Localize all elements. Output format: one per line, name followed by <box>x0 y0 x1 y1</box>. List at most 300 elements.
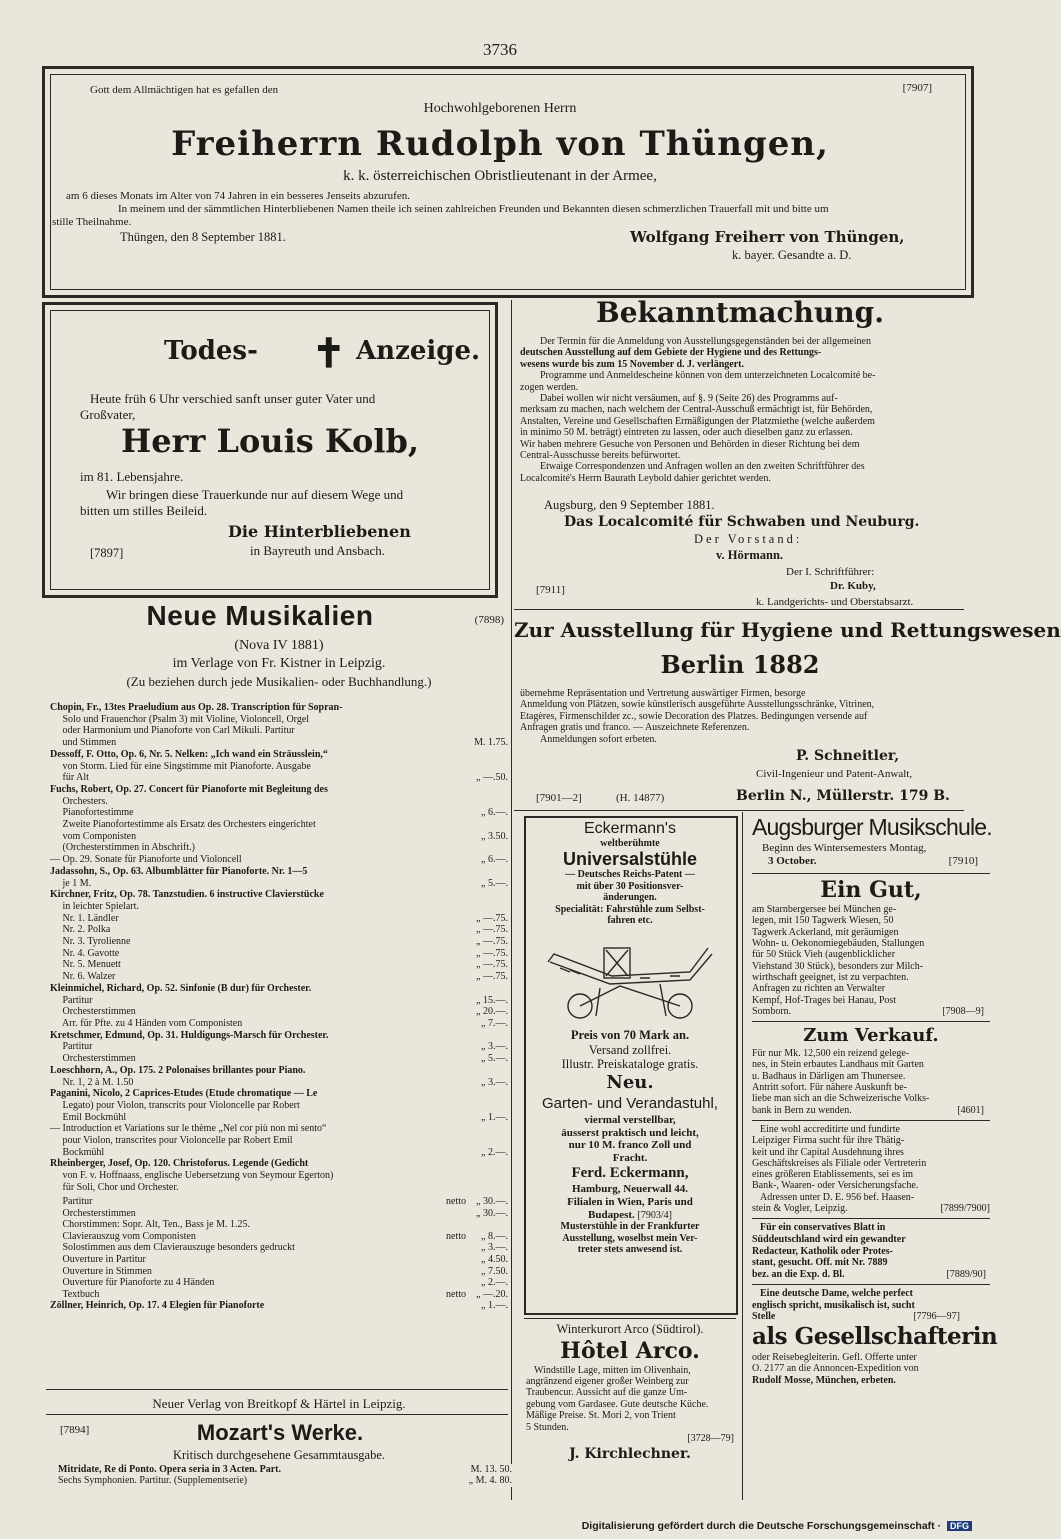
gut-line: am Starnbergersee bei München ge- <box>752 904 897 916</box>
row-text: Orchesterstimmen <box>50 1006 136 1018</box>
blatt-line: stant, gesucht. Off. mit Nr. 7889 <box>752 1257 888 1269</box>
bekannt-line: deutschen Ausstellung auf dem Gebiete der Hygiene und des Rettungs- <box>520 347 822 359</box>
bekannt-schrift: Der I. Schriftführer: <box>786 566 875 578</box>
price-list-row <box>50 948 508 960</box>
row-price: „ 30.—. <box>473 1208 508 1220</box>
notice-rank: k. k. österreichischen Obristlieutenant in der Armee, <box>343 168 657 184</box>
price-list-row <box>50 1219 508 1231</box>
price-list-row <box>50 901 508 913</box>
dame-stelle-row <box>752 1311 990 1322</box>
price-list-row <box>50 1196 508 1208</box>
price-list-row <box>50 749 508 761</box>
gut-line: Kempf, Hof-Trages bei Hanau, Post <box>752 994 897 1006</box>
eckermann-ad <box>526 820 734 1255</box>
augsburger-title: Augsburger Musikschule. <box>752 814 992 840</box>
leipziger-body <box>752 1124 990 1214</box>
bekannt-line: merksam zu machen, nach welchem der Central-Ausschuß ermächtigt ist, für Behörden, <box>520 404 873 416</box>
price-list-row <box>50 1300 508 1312</box>
eckermann-hamburg: Hamburg, Neuerwall 44. <box>571 1183 689 1196</box>
price-list-row <box>50 1088 508 1100</box>
verkauf-title: Zum Verkauf. <box>803 1025 939 1047</box>
divider <box>752 1116 990 1121</box>
bekannt-schrift-name: Dr. Kuby, <box>830 580 876 592</box>
ausstellung-line: übernehme Repräsentation und Vertretung auswärtiger Firmen, besorge <box>520 688 806 699</box>
dame-line: englisch spricht, musikalisch ist, sucht <box>752 1299 915 1311</box>
row-price: „ 20.—. <box>473 1006 508 1018</box>
row-text: — Introduction et Variations sur le thème „Nel cor più non mi sento“ <box>50 1123 327 1135</box>
right-column <box>752 812 998 1386</box>
todes-text2: Großvater, <box>80 407 136 422</box>
price-list-row <box>50 1170 508 1182</box>
eckermann-ref: [7903/4] <box>637 1209 672 1221</box>
todes-heading-left: Todes- <box>164 336 258 366</box>
blatt-ref: [7889/90] <box>946 1268 986 1280</box>
row-text: oder Harmonium und Pianoforte von Carl Mikuli. Partitur <box>50 725 295 737</box>
row-text: Nr. 4. Gavotte <box>50 947 120 959</box>
price-list-row <box>50 725 508 737</box>
eckermann-versand: Versand zollfrei. <box>588 1042 672 1057</box>
price-list-row <box>58 1475 512 1486</box>
row-text: Solostimmen aus dem Clavierauszuge besonders gedruckt <box>50 1242 295 1254</box>
price-list-row <box>50 1041 508 1053</box>
gut-last-row <box>752 1006 990 1017</box>
bekannt-line: in minimo 50 M. beträgt) eintreten zu lassen, oder auch dieselben ganz zu erlassen. <box>520 427 853 439</box>
leipziger-line: Bank-, Waaren- oder Versicherungsfache. <box>752 1180 919 1192</box>
verkauf-ref: [4601] <box>957 1104 984 1116</box>
row-text: Sechs Symphonien. Partitur. (Supplementserie) <box>58 1475 248 1487</box>
notice-ref: [7907] <box>902 82 932 94</box>
row-price: M. 13. 50. <box>468 1464 512 1475</box>
mozart-sub: Kritisch durchgesehene Gesammtausgabe. <box>172 1448 386 1462</box>
price-list-row <box>50 1135 508 1147</box>
divider <box>46 1414 508 1415</box>
ausstellung-line: Anfragen gratis und franco. — Auszeichnete Referenzen. <box>520 722 750 734</box>
dame-big: als Gesellschafterin <box>752 1323 998 1351</box>
breitkopf-line: Neuer Verlag von Breitkopf & Härtel in Leipzig. <box>152 1396 406 1411</box>
row-netto: netto <box>443 1289 466 1301</box>
row-text: (Orchesterstimmen in Abschrift.) <box>50 842 195 854</box>
cross-icon: ✝ <box>312 330 346 377</box>
gut-line: wirthschaft geeignet, ist zu verpachten. <box>752 971 909 983</box>
bekannt-line: Der Termin für die Anmeldung von Ausstellungsgegenständen bei der allgemeinen <box>540 336 871 347</box>
leipziger-ref: [7899/7900] <box>940 1203 990 1215</box>
row-text: Orchesters. <box>50 795 108 807</box>
eckermann-kataloge: Illustr. Preiskataloge gratis. <box>561 1057 699 1072</box>
row-price: „ 2.—. <box>478 1147 508 1159</box>
arco-line: gebung vom Gardasee. Gute deutsche Küche. <box>526 1398 709 1410</box>
row-price: „ 3.—. <box>478 1041 508 1053</box>
notice-line1: am 6 dieses Monats im Alter von 74 Jahren in ein besseres Jenseits abzurufen. <box>66 190 410 202</box>
price-list-row <box>50 807 508 819</box>
row-text: Jadassohn, S., Op. 63. Albumblätter für Pianoforte. Nr. 1—5 <box>50 865 308 877</box>
row-price: „ 6.—. <box>478 807 508 819</box>
eckermann-line3: Universalstühle <box>562 849 698 870</box>
verkauf-line: nes, in Stein erbautes Landhaus mit Garten <box>752 1059 924 1071</box>
row-price: „ 5.—. <box>478 878 508 890</box>
row-text: Arr. für Pfte. zu 4 Händen vom Componisten <box>50 1017 243 1029</box>
bekannt-line: zogen werden. <box>520 381 579 393</box>
price-list-row <box>50 842 508 854</box>
bekannt-line: Central-Ausschusse bereits befürwortet. <box>520 450 681 462</box>
price-list-row <box>50 913 508 925</box>
column-divider <box>511 300 512 1500</box>
price-list-row <box>50 1123 508 1135</box>
row-text: Mitridate, Re di Ponto. Opera seria in 3 Acten. Part. <box>58 1464 282 1475</box>
row-text: Kirchner, Fritz, Op. 78. Tanzstudien. 6 instructive Clavierstücke <box>50 889 324 901</box>
row-text: Rheinberger, Josef, Op. 120. Christoforus. Legende (Gedicht <box>50 1158 309 1170</box>
mozart-ref: [7894] <box>60 1424 90 1436</box>
verkauf-line: liebe man sich an die Schweizerische Volks- <box>752 1093 930 1105</box>
blatt-last-row <box>752 1269 990 1281</box>
divider <box>514 810 964 811</box>
chair-illustration-icon <box>540 932 720 1022</box>
price-list-row <box>50 889 508 901</box>
row-price: „ 3.—. <box>478 1242 508 1254</box>
arco-kurort: Winterkurort Arco (Südtirol). <box>556 1322 704 1336</box>
todes-text1: Heute früh 6 Uhr verschied sanft unser guter Vater und <box>90 391 376 406</box>
eckermann-nur: nur 10 M. franco Zoll und <box>568 1139 692 1152</box>
price-list-row <box>50 1065 508 1077</box>
notice-line2: In meinem und der sämmtlichen Hinterbliebenen Namen theile ich seinen zahlreichen Freunden und Bekannten diesen schmerzlichen Trauerfall mit und bitte um <box>118 203 829 215</box>
row-price: „ 15.—. <box>473 995 508 1007</box>
divider <box>514 609 964 610</box>
bekannt-committee: Das Localcomité für Schwaben und Neuburg. <box>564 514 920 530</box>
row-text: Ouverture für Pianoforte zu 4 Händen <box>50 1277 215 1289</box>
row-text: je 1 M. <box>50 877 92 889</box>
arco-line: angränzend eigener großer Weinberg zur <box>526 1375 689 1387</box>
price-list-row <box>50 936 508 948</box>
row-netto: netto <box>443 1231 466 1243</box>
blatt-line: bez. an die Exp. d. Bl. <box>752 1268 845 1280</box>
eckermann-line1: Eckermann's <box>584 820 676 837</box>
dfg-logo-icon: DFG <box>947 1521 972 1531</box>
price-list-row <box>50 772 508 784</box>
price-list-row <box>50 1208 508 1220</box>
verkauf-line: Für nur Mk. 12,500 ein reizend gelege- <box>752 1048 910 1060</box>
eckermann-muster3: treter stets anwesend ist. <box>577 1243 683 1255</box>
gut-line: legen, mit 150 Tagwerk Wiesen, 50 <box>752 915 894 927</box>
ausstellung-line: Anmeldung von Plätzen, sowie künstlerisch ausgeführte Ausstellungsschränke, Vitrinen, <box>520 699 875 711</box>
row-text: für Alt <box>50 772 89 784</box>
row-text: Orchesterstimmen <box>50 1207 136 1219</box>
row-text: Nr. 6. Walzer <box>50 971 116 983</box>
divider <box>752 1214 990 1219</box>
arco-ref: [3728—79] <box>687 1432 734 1444</box>
row-netto: netto <box>443 1196 466 1208</box>
row-price: „ 30.—. <box>473 1196 508 1208</box>
price-list-row <box>50 796 508 808</box>
price-list-row <box>50 1242 508 1254</box>
price-list-row <box>58 1464 512 1475</box>
leipziger-line: Adressen unter D. E. 956 bef. Haasen- <box>760 1191 915 1203</box>
arco-line: Traubencur. Aussicht auf die ganze Um- <box>526 1387 688 1399</box>
blatt-line: Für ein conservatives Blatt in <box>760 1222 886 1234</box>
bekannt-line: Programme und Anmeldescheine können von dem unterzeichneten Localcomité be- <box>540 370 876 382</box>
row-price: „ —.75. <box>473 913 508 925</box>
ausstellung-signer-title: Civil-Ingenieur und Patent-Anwalt, <box>756 768 913 780</box>
price-list-row <box>50 1231 508 1243</box>
price-list-row <box>50 714 508 726</box>
ausstellung-title2: Berlin 1882 <box>660 650 820 679</box>
eckermann-name: Ferd. Eckermann, <box>571 1165 689 1182</box>
row-price: „ 5.—. <box>478 1053 508 1065</box>
price-list-row <box>50 878 508 890</box>
gut-line: Wohn- u. Oekonomiegebäuden, Stallungen <box>752 938 925 950</box>
ausstellung-signer: P. Schneitler, <box>796 748 900 764</box>
musikalien-ref: (7898) <box>474 614 504 626</box>
row-text: Chopin, Fr., 13tes Praeludium aus Op. 28. Transcription für Sopran- <box>50 702 343 713</box>
divider <box>752 867 990 874</box>
dame-line: Stelle <box>752 1310 776 1322</box>
leipziger-line: Leipziger Firma sucht für ihre Thätig- <box>752 1135 905 1147</box>
bekannt-ref: [7911] <box>536 584 565 596</box>
eckermann-muster2: Ausstellung, woselbst mein Ver- <box>562 1232 698 1244</box>
arco-line: 5 Stunden. <box>526 1421 569 1433</box>
row-price: „ 1.—. <box>478 1300 508 1312</box>
arco-body <box>526 1365 734 1433</box>
gut-body <box>752 904 990 1017</box>
row-text: Clavierauszug vom Componisten <box>50 1230 196 1242</box>
mozart-list <box>58 1464 512 1487</box>
row-price: „ 4.50. <box>478 1254 508 1266</box>
row-text: — Op. 29. Sonate für Pianoforte und Violoncell <box>50 854 242 866</box>
ausstellung-line: Etagères, Firmenschilder zc., sowie Decoration des Platzes. Bedingungen versende auf <box>520 710 868 722</box>
ausstellung-ref2: (H. 14877) <box>616 792 665 804</box>
dame-body-2 <box>752 1352 990 1386</box>
leipziger-line: eines größeren Etablissements, sei es im <box>752 1169 914 1181</box>
leipziger-line: stein & Vogler, Leipzig. <box>752 1203 848 1215</box>
eckermann-line5: mit über 30 Positionsver- <box>576 880 684 892</box>
row-text: Chorstimmen: Sopr. Alt, Ten., Bass je M. 1.25. <box>50 1219 250 1231</box>
row-price: M. 1.75. <box>471 737 508 749</box>
row-price: „ 2.—. <box>478 1277 508 1289</box>
leipziger-last-row <box>752 1203 990 1214</box>
price-list-row <box>50 959 508 971</box>
row-text: in leichter Spielart. <box>50 900 139 912</box>
gut-line: Anfragen zu richten an Verwalter <box>752 983 886 995</box>
todes-name: Herr Louis Kolb, <box>121 422 419 460</box>
row-text: Kleinmichel, Richard, Op. 52. Sinfonie (B dur) für Orchester. <box>50 982 312 994</box>
dame-line2: Rudolf Mosse, München, erbeten. <box>752 1374 896 1386</box>
arco-hotel: Hôtel Arco. <box>560 1337 700 1364</box>
price-list-row <box>50 737 508 749</box>
footer-text: Digitalisierung gefördert durch die Deutsche Forschungsgemeinschaft · <box>581 1520 942 1532</box>
price-list-row <box>50 1289 508 1301</box>
ausstellung-line: Anmeldungen sofort erbeten. <box>540 733 657 745</box>
row-price: „ 6.—. <box>478 854 508 866</box>
row-price: „ —.20. <box>473 1289 508 1301</box>
musikalien-list <box>50 702 508 1194</box>
row-price: „ 7.—. <box>478 1018 508 1030</box>
row-price: „ —.75. <box>473 924 508 936</box>
row-text: von F. v. Hoffnaass, englische Uebersetzung von Seymour Egerton) <box>50 1170 334 1182</box>
row-text: für Soli, Chor und Orchester. <box>50 1181 179 1193</box>
row-price: „ —.75. <box>473 971 508 983</box>
leipziger-line: Eine wohl accreditirte und fundirte <box>760 1123 900 1135</box>
ausstellung-ref1: [7901—2] <box>536 792 582 804</box>
row-text: Kretschmer, Edmund, Op. 31. Huldigungs-Marsch für Orchester. <box>50 1029 329 1041</box>
price-list-row <box>50 1006 508 1018</box>
row-text: Nr. 5. Menuett <box>50 959 121 971</box>
price-list-row <box>50 1266 508 1278</box>
row-text: Nr. 3. Tyrolienne <box>50 936 131 948</box>
row-price: „ —.75. <box>473 959 508 971</box>
notice-signer: Wolfgang Freiherr von Thüngen, <box>630 228 905 246</box>
row-price: „ —.50. <box>473 772 508 784</box>
eckermann-line7: Specialität: Fahrstühle zum Selbst- <box>555 903 705 915</box>
price-list-row <box>50 971 508 983</box>
row-text: Nr. 1. Ländler <box>50 912 119 924</box>
divider <box>46 1389 508 1390</box>
musikalien-nova: (Nova IV 1881) <box>234 638 324 653</box>
price-list-row <box>50 1147 508 1159</box>
price-list-row <box>50 854 508 866</box>
row-price: „ M. 4. 80. <box>466 1475 512 1486</box>
gut-line: Viehstand 30 Stück), besonders zur Milch- <box>752 960 924 972</box>
price-list-row <box>50 983 508 995</box>
eckermann-line8: fahren etc. <box>607 915 653 927</box>
verkauf-line: u. Badhaus in Därligen am Thunersee. <box>752 1070 906 1082</box>
augsburger-beginn1: Beginn des Wintersemesters Montag, <box>762 842 927 854</box>
notice-name: Freiherrn Rudolph von Thüngen, <box>171 124 829 164</box>
ausstellung-title1: Zur Ausstellung für Hygiene und Rettungswesen <box>514 618 1061 642</box>
divider <box>752 1280 990 1285</box>
leipziger-line: keit und ihr Capital Ausdehnung ihres <box>752 1146 904 1158</box>
eckermann-line4: — Deutsches Reichs-Patent — <box>565 869 695 881</box>
price-list-row <box>50 1182 508 1194</box>
ausstellung-address: Berlin N., Müllerstr. 179 B. <box>736 788 950 804</box>
augsburger-beginn2: 3 October. <box>768 854 817 867</box>
small-column-divider <box>742 812 743 1500</box>
eckermann-budapest-text: Budapest. <box>588 1208 635 1221</box>
row-text: Solo und Frauenchor (Psalm 3) mit Violine, Violoncell, Orgel <box>50 713 310 725</box>
notice-signer-title: k. bayer. Gesandte a. D. <box>732 248 852 262</box>
dame-ref: [7796—97] <box>913 1310 960 1322</box>
price-list-row <box>50 1100 508 1112</box>
dame-line2: O. 2177 an die Annoncen-Expedition von <box>752 1363 919 1375</box>
bekannt-line: wesens wurde bis zum 15 November d. J. verlängert. <box>520 358 744 370</box>
notice-place-date: Thüngen, den 8 September 1881. <box>120 230 286 244</box>
row-text: Ouverture in Partitur <box>50 1253 146 1265</box>
row-text: Paganini, Nicolo, 2 Caprices-Etudes (Etude chromatique — Le <box>50 1088 318 1100</box>
todes-signer: Die Hinterbliebenen <box>228 522 411 541</box>
price-list-row <box>50 924 508 936</box>
verkauf-last-row <box>752 1105 990 1116</box>
gut-ref: [7908—9] <box>942 1005 984 1017</box>
eckermann-line2: weltberühmte <box>600 838 660 849</box>
dame-line2: oder Reisebegleiterin. Gefl. Offerte unter <box>752 1352 917 1364</box>
bekannt-line: Localcomité's Herrn Baurath Leybold dahier gerichtet werden. <box>520 472 771 484</box>
row-text: Fuchs, Robert, Op. 27. Concert für Pianoforte mit Begleitung des <box>50 783 328 795</box>
row-text: vom Componisten <box>50 830 137 842</box>
leipziger-line: Geschäftskreises als Filiale oder Vertreterin <box>752 1157 927 1169</box>
price-list-row <box>50 1030 508 1042</box>
row-text: von Storm. Lied für eine Singstimme mit Pianoforte. Ausgabe <box>50 760 311 772</box>
price-list-row <box>50 866 508 878</box>
row-text: Ouverture in Stimmen <box>50 1265 152 1277</box>
blatt-body <box>752 1222 990 1280</box>
page-number: 3736 <box>483 40 517 59</box>
divider <box>524 1318 736 1319</box>
todes-heading-right: Anzeige. <box>356 336 481 366</box>
ausstellung-body <box>520 688 960 745</box>
price-list-row <box>50 1053 508 1065</box>
todes-age: im 81. Lebensjahre. <box>80 469 184 484</box>
row-price: „ —.75. <box>473 936 508 948</box>
bekannt-line: Dabei wollen wir nicht versäumen, auf §. 9 (Seite 26) des Programms auf- <box>540 393 838 405</box>
arco-line: Windstille Lage, mitten im Olivenhain, <box>534 1364 691 1376</box>
eckermann-budapest <box>526 1209 734 1222</box>
row-price: „ 3.50. <box>478 831 508 843</box>
row-text: Orchesterstimmen <box>50 1053 136 1065</box>
bekannt-vorstand: Der Vorstand: <box>694 532 803 546</box>
notice-salutation: Hochwohlgeborenen Herrn <box>423 101 577 116</box>
notice-intro: Gott dem Allmächtigen hat es gefallen den <box>90 84 279 96</box>
todes-text3: Wir bringen diese Trauerkunde nur auf diesem Wege und <box>106 487 404 502</box>
eckermann-filialen: Filialen in Wien, Paris und <box>567 1195 693 1208</box>
bekannt-line: Etwaige Correspondenzen und Anfragen wollen an den zweiten Schriftführer des <box>540 461 865 473</box>
row-text: Zöllner, Heinrich, Op. 17. 4 Elegien für Pianoforte <box>50 1300 265 1312</box>
gut-line: Tagwerk Ackerland, mit geräumigen <box>752 926 899 938</box>
price-list-row <box>50 1277 508 1289</box>
arco-owner: J. Kirchlechner. <box>569 1446 691 1463</box>
gut-title: Ein Gut, <box>820 877 922 904</box>
arco-line: Mäßige Preise. St. Mori 2, von Trient <box>526 1410 676 1422</box>
musikalien-zu: (Zu beziehen durch jede Musikalien- oder Buchhandlung.) <box>126 674 432 689</box>
dame-body <box>752 1288 990 1322</box>
verkauf-body <box>752 1048 990 1116</box>
eckermann-muster1: Musterstühle in der Frankfurter <box>560 1221 700 1233</box>
todes-place: in Bayreuth und Ansbach. <box>250 543 386 558</box>
row-text: Zweite Pianofortestimme als Ersatz des Orchesters eingerichtet <box>50 819 316 831</box>
row-text: Partitur <box>50 994 93 1006</box>
price-list-row <box>50 761 508 773</box>
price-list-row <box>50 831 508 843</box>
arco-ad <box>526 1322 734 1464</box>
row-text: pour Violon, transcrites pour Violoncelle par Robert Emil <box>50 1135 293 1147</box>
todes-ref: [7897] <box>90 546 124 560</box>
row-text: und Stimmen <box>50 737 117 749</box>
gut-line: Somborn. <box>752 1005 792 1017</box>
row-text: Textbuch <box>50 1288 100 1300</box>
row-price: „ 8.—. <box>478 1231 508 1243</box>
gut-line: für 50 Stück Vieh (augenblicklicher <box>752 949 896 961</box>
eckermann-price: Preis von 70 Mark an. <box>570 1028 690 1043</box>
divider <box>752 1017 990 1022</box>
bekannt-line: Wir haben mehrere Gesuche von Personen und Behörden in dieser Richtung bei dem <box>520 438 860 450</box>
price-list-row <box>50 1158 508 1170</box>
bekannt-vorstand-name: v. Hörmann. <box>716 548 784 562</box>
price-list-row <box>50 1254 508 1266</box>
row-text: Loeschhorn, A., Op. 175. 2 Polonaises brillantes pour Piano. <box>50 1064 306 1076</box>
row-text: Partitur <box>50 1196 93 1207</box>
blatt-line: Redacteur, Katholik oder Protes- <box>752 1245 893 1257</box>
row-price: „ 7.50. <box>478 1266 508 1278</box>
row-text: Nr. 2. Polka <box>50 924 111 936</box>
blatt-line: Süddeutschland wird ein gewandter <box>752 1233 906 1245</box>
row-price: „ 1.—. <box>478 1112 508 1124</box>
eckermann-fracht: Fracht. <box>612 1151 648 1164</box>
row-text: Nr. 1, 2 à M. 1.50 <box>50 1076 134 1088</box>
musikalien-list-2 <box>50 1196 508 1312</box>
bekannt-line: Anstalten, Vereine und Gesellschaften Ermäßigungen der Platzmiethe (welche außerdem <box>520 415 875 427</box>
notice-line3: stille Theilnahme. <box>52 216 132 228</box>
augsburger-ref: [7910] <box>948 854 978 867</box>
row-price: „ —.75. <box>473 948 508 960</box>
verkauf-line: Antritt sofort. Für nähere Auskunft be- <box>752 1082 907 1094</box>
eckermann-aeusserst: äusserst praktisch und leicht, <box>561 1126 699 1139</box>
row-text: Bockmühl <box>50 1146 105 1158</box>
